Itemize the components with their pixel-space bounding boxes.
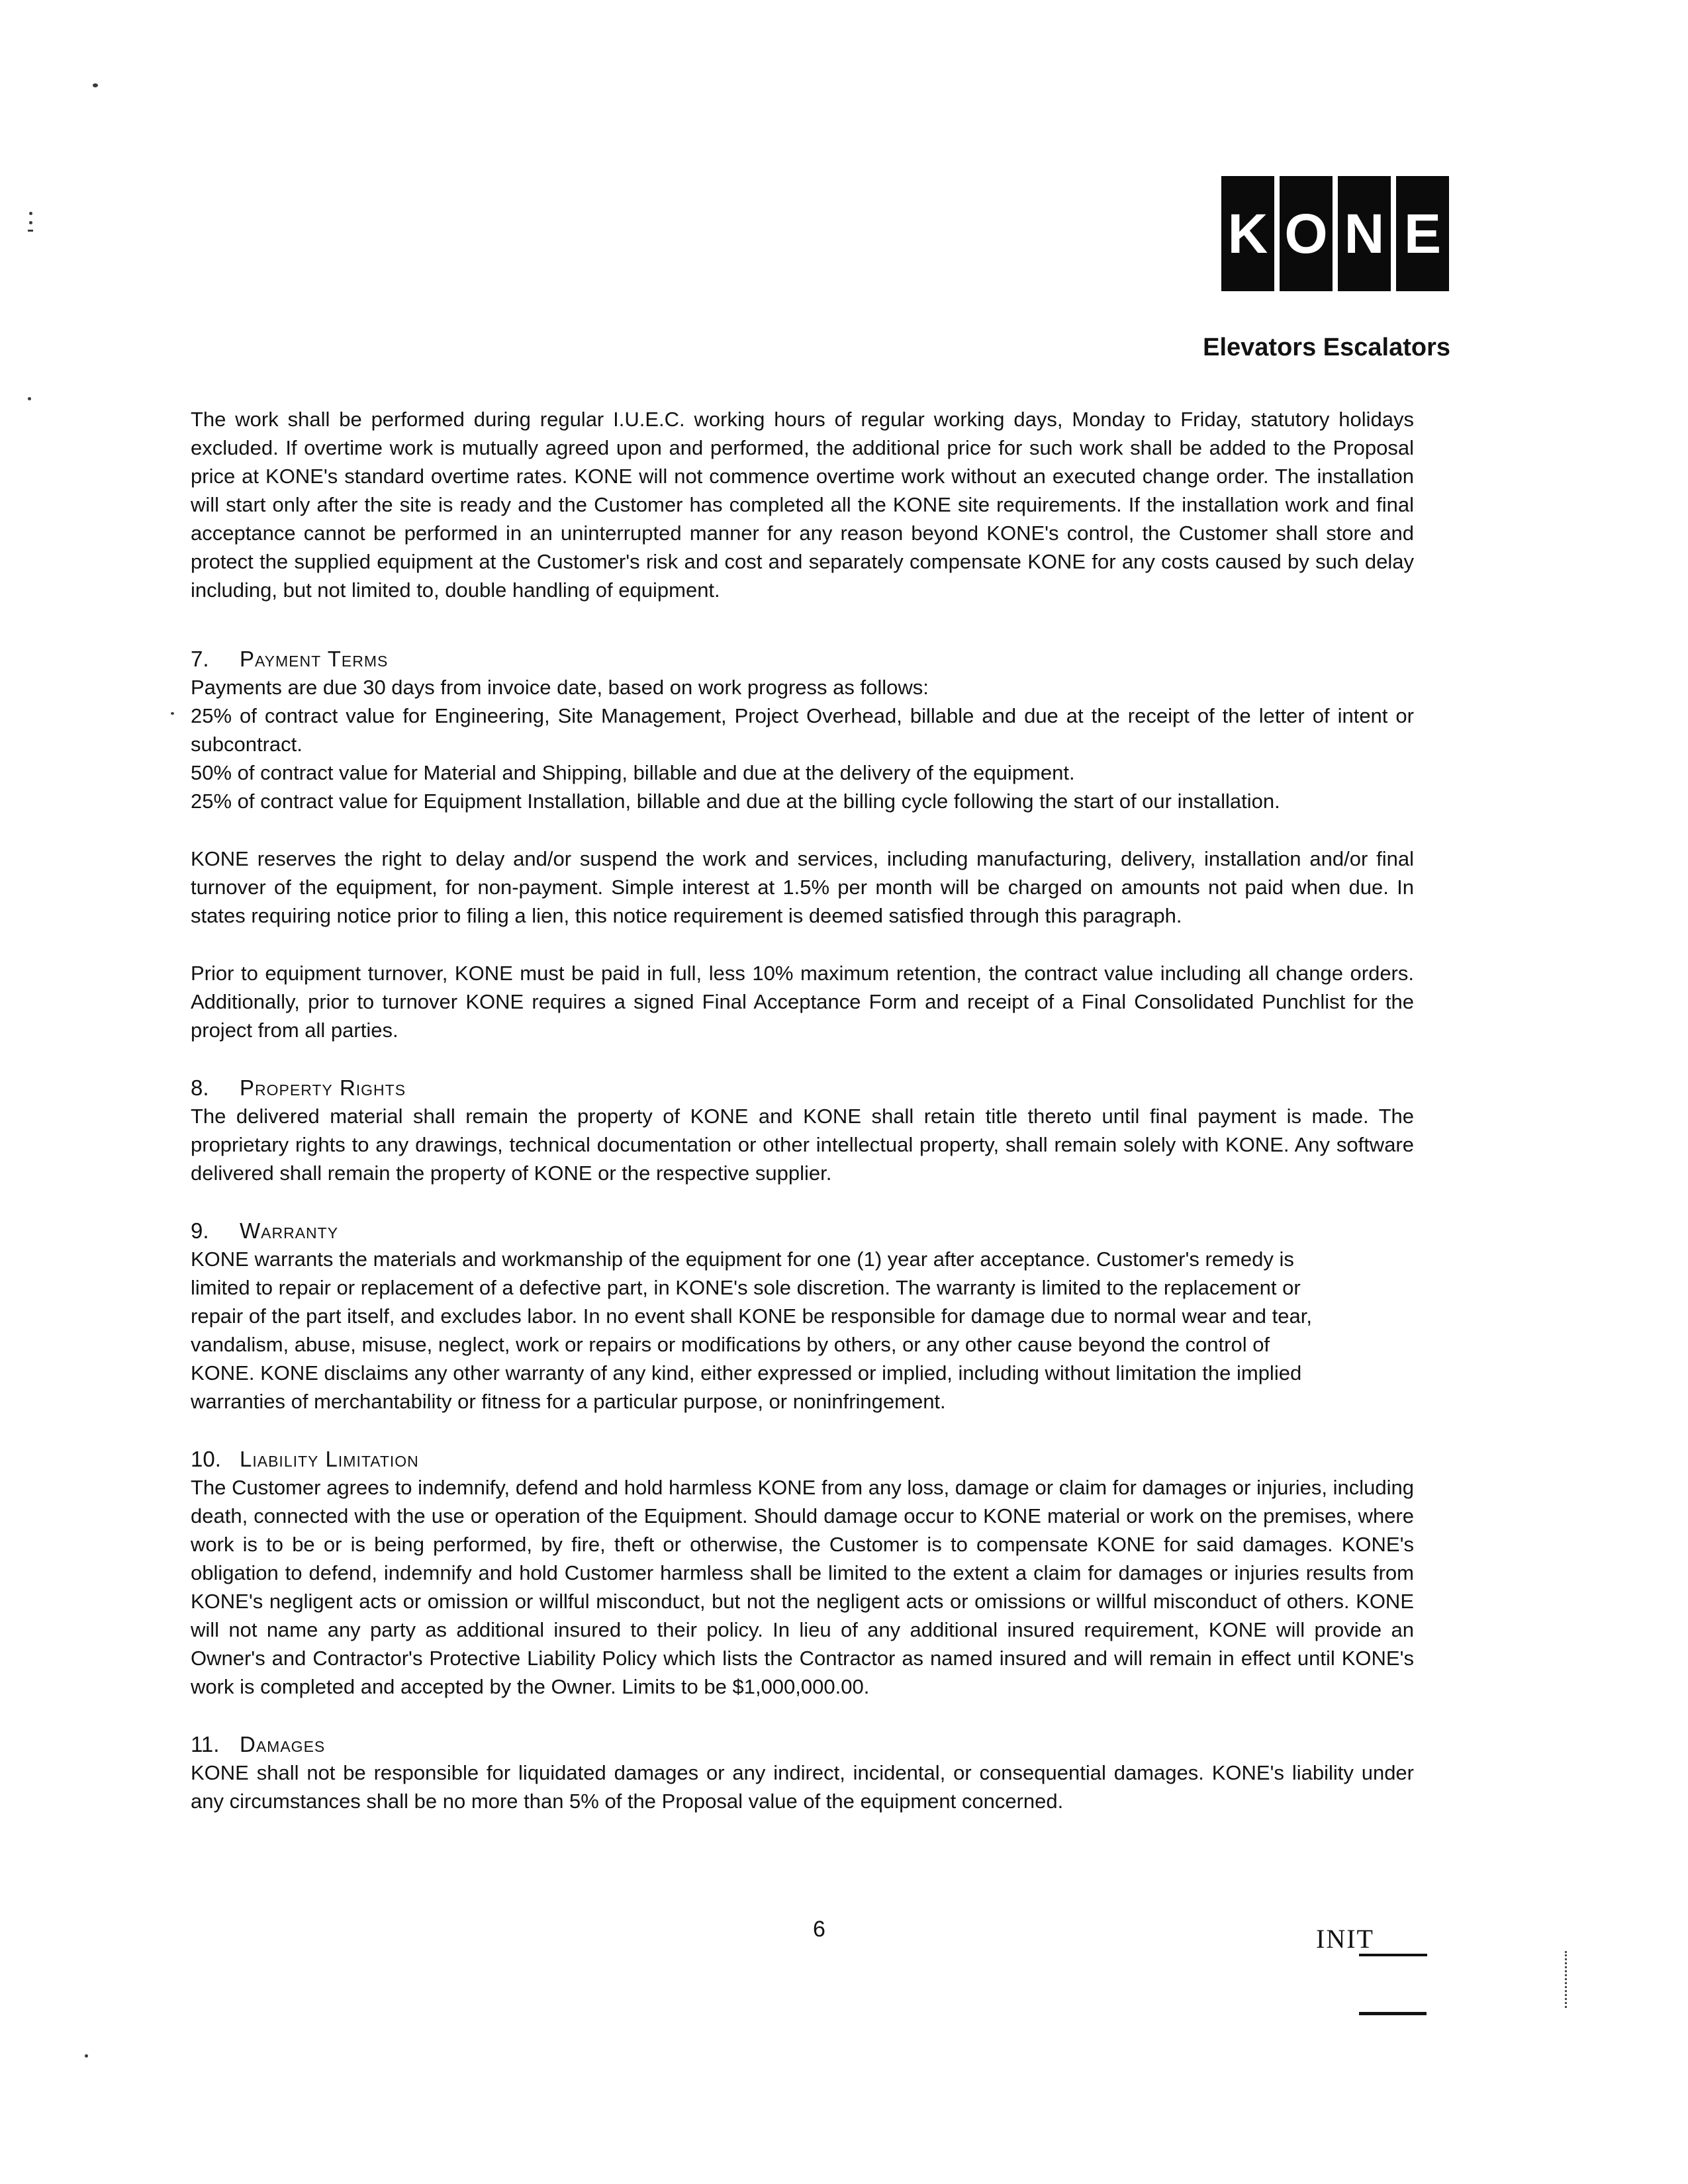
payment-line: 25% of contract value for Equipment Installation, billable and due at the billing cycle following the start of our installation. — [191, 790, 1280, 813]
section-7-title: Payment Terms — [240, 647, 389, 671]
scan-speck — [29, 221, 32, 224]
section-9-heading — [191, 1216, 1414, 1245]
logo-letter-k: K — [1227, 203, 1268, 265]
scan-speck — [28, 397, 31, 400]
warranty-paragraph: KONE warrants the materials and workmanship of the equipment for one (1) year after acceptance. Customer's remedy is limited to repair or replacement of a defective part, in KONE's sole discretion. The warranty is limited to the replacement or repair of the part itself, and excludes labor. In no event shall KONE be responsible for damage due to normal wear and tear, vandalism, abuse, misuse, neglect, work or repairs or modifications by others, or any other cause beyond the control of KONE. KONE disclaims any other warranty of any kind, either expressed or implied, including without limitation the implied warranties of merchantability or fitness for a particular purpose, or noninfringement. — [191, 1248, 1312, 1413]
section-9-number: 9. — [191, 1218, 209, 1243]
section-7-number: 7. — [191, 647, 209, 671]
logo-tile — [1338, 176, 1391, 291]
init-blank-line — [1359, 1954, 1427, 1956]
payment-line: Payments are due 30 days from invoice date, based on work progress as follows: — [191, 676, 929, 699]
scan-speck — [171, 712, 174, 715]
init-label: INIT — [1316, 1924, 1374, 1954]
document-body — [191, 405, 1414, 1815]
page-number: 6 — [813, 1917, 825, 1942]
logo-letter-e: E — [1403, 203, 1442, 265]
logo-letter-o: O — [1284, 203, 1328, 265]
section-11-number: 11. — [191, 1732, 220, 1756]
liability-limitation-paragraph: The Customer agrees to indemnify, defend and hold harmless KONE from any loss, damage or claim for damages or injuries, including death, connected with the use or operation of the Equipment. Should damage occur to KONE material or work on the premises, where work is to be or is being performed, by fire, theft or otherwise, the Customer is to compensate KONE for said damages. KONE's obligation to defend, indemnify and hold Customer harmless shall be limited to the extent a claim for damages or injuries results from KONE's negligent acts or omission or willful misconduct, but not the negligent acts or omissions or willful misconduct of others. KONE will not name any party as additional insured to their policy. In lieu of any additional insured requirement, KONE will provide an Owner's and Contractor's Protective Liability Policy which lists the Contractor as named insured and will remain in effect until KONE's work is completed and accepted by the Owner. Limits to be $1,000,000.00. — [191, 1476, 1414, 1698]
property-rights-paragraph: The delivered material shall remain the property of KONE and KONE shall retain title thereto until final payment is made. The proprietary rights to any drawings, technical documentation or other intellectual property, shall remain solely with KONE. Any software delivered shall remain the property of KONE or the respective supplier. — [191, 1105, 1414, 1185]
section-10-heading — [191, 1445, 1414, 1473]
logo-tile — [1396, 176, 1449, 291]
scan-speck — [93, 83, 98, 87]
damages-paragraph: KONE shall not be responsible for liquidated damages or any indirect, incidental, or consequential damages. KONE's liability under any circumstances shall be no more than 5% of the Proposal value of the equipment concerned. — [191, 1761, 1414, 1813]
section-8-number: 8. — [191, 1075, 209, 1100]
section-8-heading — [191, 1073, 1414, 1102]
section-10-number: 10. — [191, 1447, 221, 1471]
payment-terms-lines — [191, 673, 1414, 815]
payment-line: 50% of contract value for Material and Shipping, billable and due at the delivery of the equipment. — [191, 761, 1075, 784]
section-7-heading — [191, 645, 1414, 673]
kone-logo — [1221, 176, 1449, 291]
signature-blank-line — [1359, 2012, 1427, 2015]
logo-letter-n: N — [1344, 203, 1385, 265]
section-8-title: Property Rights — [240, 1075, 406, 1100]
logo-tagline: Elevators Escalators — [1203, 334, 1450, 361]
payment-line: 25% of contract value for Engineering, Site Management, Project Overhead, billable and due at the receipt of the letter of intent or subcontract. — [191, 704, 1414, 756]
intro-paragraph: The work shall be performed during regular I.U.E.C. working hours of regular working days, Monday to Friday, statutory holidays excluded. If overtime work is mutually agreed upon and performed, the additional price for such work shall be added to the Proposal price at KONE's standard overtime rates. KONE will not commence overtime work without an executed change order. The installation will start only after the site is ready and the Customer has completed all the KONE site requirements. If the installation work and final acceptance cannot be performed in an uninterrupted manner for any reason beyond KONE's control, the Customer shall store and protect the supplied equipment at the Customer's risk and cost and separately compensate KONE for any costs caused by such delay including, but not limited to, double handling of equipment. — [191, 408, 1414, 602]
scan-artifact-dotted-line — [1565, 1951, 1567, 2008]
scan-speck — [85, 2054, 88, 2058]
logo-tile — [1221, 176, 1274, 291]
scan-speck — [29, 212, 32, 215]
payment-terms-paragraph: Prior to equipment turnover, KONE must be paid in full, less 10% maximum retention, the contract value including all change orders. Additionally, prior to turnover KONE requires a signed Final Acceptance Form and receipt of a Final Consolidated Punchlist for the project from all parties. — [191, 962, 1414, 1042]
section-11-title: Damages — [240, 1732, 326, 1756]
logo-tile — [1280, 176, 1333, 291]
scan-speck — [28, 230, 33, 232]
section-11-heading — [191, 1730, 1414, 1758]
section-9-title: Warranty — [240, 1218, 339, 1243]
payment-terms-paragraph: KONE reserves the right to delay and/or suspend the work and services, including manufacturing, delivery, installation and/or final turnover of the equipment, for non-payment. Simple interest at 1.5% per month will be charged on amounts not paid when due. In states requiring notice prior to filing a lien, this notice requirement is deemed satisfied through this paragraph. — [191, 847, 1414, 927]
section-10-title: Liability Limitation — [240, 1447, 419, 1471]
